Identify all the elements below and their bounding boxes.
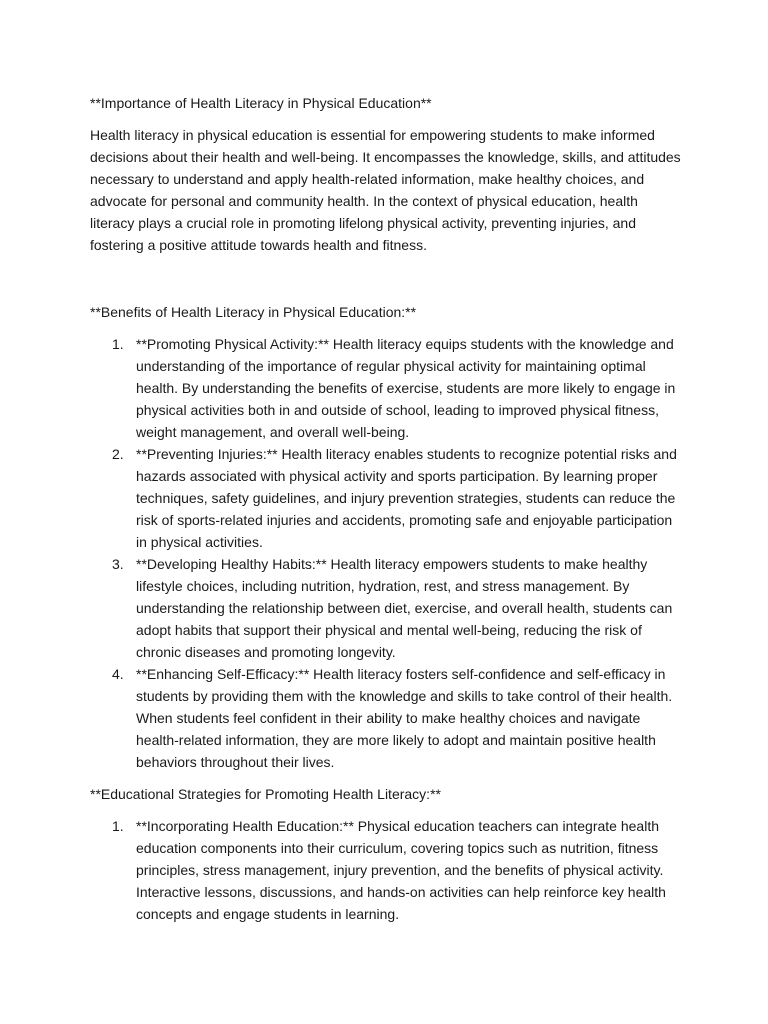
list-item-text: **Enhancing Self-Efficacy:** Health literacy fosters self-confidence and self-efficacy in students by providing them with the knowledge and skills to take control of their health. When students feel confident in their ability to make healthy choices and navigate health-related information, they are more likely to adopt and maintain positive health behaviors throughout their lives.: [136, 666, 673, 770]
spacer: [90, 256, 685, 301]
list-item: [90, 553, 685, 663]
spacer: [90, 773, 685, 783]
list-item-number: 3.: [112, 556, 124, 572]
list-item-number: 1.: [112, 818, 124, 834]
document-page: [90, 92, 685, 925]
list-item-number: 4.: [112, 666, 124, 682]
list-item-text: **Promoting Physical Activity:** Health literacy equips students with the knowledge and understanding of the importance of regular physical activity for maintaining optimal health. By understanding the benefits of exercise, students are more likely to engage in physical activities both in and outside of school, leading to improved physical fitness, weight management, and overall well-being.: [136, 336, 676, 440]
section-paragraph-importance: Health literacy in physical education is essential for empowering students to make informed decisions about their health and well-being. It encompasses the knowledge, skills, and attitudes necessary to understand and apply health-related information, make healthy choices, and advocate for personal and community health. In the context of physical education, health literacy plays a crucial role in promoting lifelong physical activity, preventing injuries, and fostering a positive attitude towards health and fitness.: [90, 127, 681, 253]
list-item-text: **Developing Healthy Habits:** Health literacy empowers students to make healthy lifestyle choices, including nutrition, hydration, rest, and stress management. By understanding the relationship between diet, exercise, and overall health, students can adopt habits that support their physical and mental well-being, reducing the risk of chronic diseases and promoting longevity.: [136, 556, 673, 660]
strategies-list: [90, 815, 685, 925]
list-item-text: **Incorporating Health Education:** Physical education teachers can integrate health education components into their curriculum, covering topics such as nutrition, fitness principles, stress management, injury prevention, and the benefits of physical activity. Interactive lessons, discussions, and hands-on activities can help reinforce key health concepts and engage students in learning.: [136, 818, 666, 922]
list-item: [90, 815, 685, 925]
section-heading-strategies: **Educational Strategies for Promoting Health Literacy:**: [90, 786, 441, 802]
list-item: [90, 333, 685, 443]
list-item-text: **Preventing Injuries:** Health literacy enables students to recognize potential risks and hazards associated with physical activity and sports participation. By learning proper techniques, safety guidelines, and injury prevention strategies, students can reduce the risk of sports-related injuries and accidents, promoting safe and enjoyable participation in physical activities.: [136, 446, 677, 550]
section-heading-benefits: **Benefits of Health Literacy in Physical Education:**: [90, 304, 417, 320]
section-heading-importance: **Importance of Health Literacy in Physical Education**: [90, 95, 432, 111]
benefits-list: [90, 333, 685, 773]
list-item: [90, 443, 685, 553]
list-item-number: 2.: [112, 446, 124, 462]
list-item-number: 1.: [112, 336, 124, 352]
list-item: [90, 663, 685, 773]
